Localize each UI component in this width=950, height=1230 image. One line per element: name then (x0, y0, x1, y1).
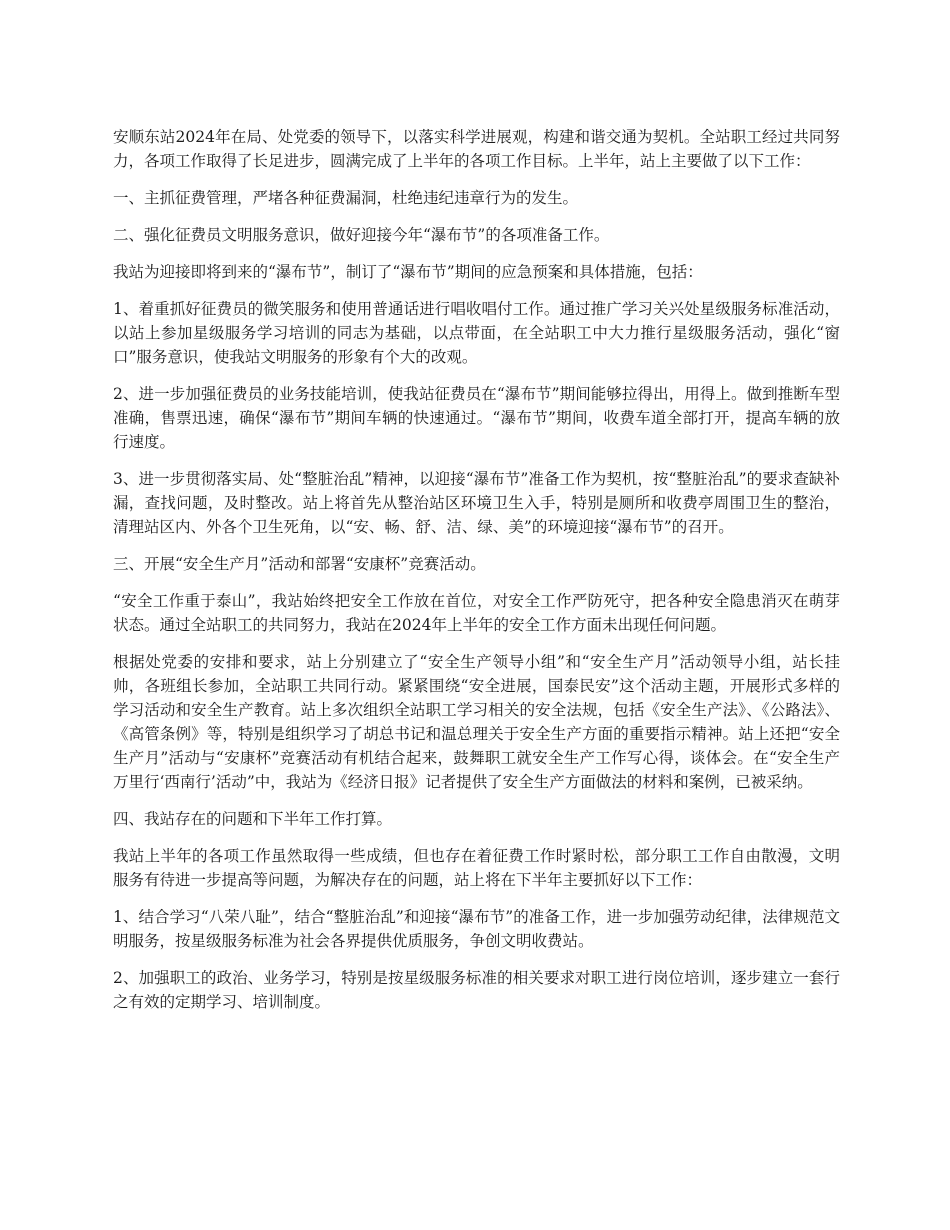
paragraph-intro: 安顺东站2024年在局、处党委的领导下，以落实科学进展观，构建和谐交通为契机。全站职工经过共同努力，各项工作取得了长足进步，圆满完成了上半年的各项工作目标。上半年，站上主要做了以下工作： (113, 128, 840, 170)
paragraph-safety-priority: “安全工作重于泰山”，我站始终把安全工作放在首位，对安全工作严防死守，把各种安全隐患消灭在萌芽状态。通过全站职工的共同努力，我站在2024年上半年的安全工作方面未出现任何问题。 (113, 592, 840, 634)
heading-section-1: 一、主抓征费管理，严堵各种征费漏洞，杜绝违纪违章行为的发生。 (113, 189, 579, 207)
heading-section-3: 三、开展“安全生产月”活动和部署“安康杯”竞赛活动。 (113, 555, 486, 573)
paragraph-problems: 我站上半年的各项工作虽然取得一些成绩，但也存在着征费工作时紧时松，部分职工工作自由散漫，文明服务有待进一步提高等问题，为解决存在的问题，站上将在下半年主要抓好以下工作： (113, 847, 840, 889)
document-page (113, 125, 840, 1027)
heading-section-2: 二、强化征费员文明服务意识，做好迎接今年“瀑布节”的各项准备工作。 (113, 226, 610, 244)
heading-section-4: 四、我站存在的问题和下半年工作打算。 (113, 810, 393, 828)
paragraph-festival-plan: 我站为迎接即将到来的“瀑布节”，制订了“瀑布节”期间的应急预案和具体措施，包括： (113, 263, 703, 281)
paragraph-safety-activities: 根据处党委的安排和要求，站上分别建立了“安全生产领导小组”和“安全生产月”活动领导小组，站长挂帅，各班组长参加，全站职工共同行动。紧紧围绕“安全进展，国泰民安”这个活动主题，开展形式多样的学习活动和安全生产教育。站上多次组织全站职工学习相关的安全法规，包括《安全生产法》、《公路法》、《高管条例》等，特别是组织学习了胡总书记和温总理关于安全生产方面的重要指示精神。站上还把“安全生产月”活动与“安康杯”竞赛活动有机结合起来，鼓舞职工就安全生产工作写心得，谈体会。在“安全生产万里行‘西南行’活动”中，我站为《经济日报》记者提供了安全生产方面做法的材料和案例，已被采纳。 (113, 653, 840, 791)
list-item-skills-training: 2、进一步加强征费员的业务技能培训，使我站征费员在“瀑布节”期间能够拉得出，用得上。做到推断车型准确，售票迅速，确保“瀑布节”期间车辆的快速通过。“瀑布节”期间，收费车道全部打开，提高车辆的放行速度。 (113, 385, 840, 451)
list-item-study-training: 2、加强职工的政治、业务学习，特别是按星级服务标准的相关要求对职工进行岗位培训，逐步建立一套行之有效的定期学习、培训制度。 (113, 969, 840, 1011)
list-item-discipline: 1、结合学习“八荣八耻”，结合“整脏治乱”和迎接“瀑布节”的准备工作，进一步加强劳动纪律，法律规范文明服务，按星级服务标准为社会各界提供优质服务，争创文明收费站。 (113, 908, 840, 950)
list-item-environment-cleanup: 3、进一步贯彻落实局、处“整脏治乱”精神，以迎接“瀑布节”准备工作为契机，按“整脏治乱”的要求查缺补漏，查找问题，及时整改。站上将首先从整治站区环境卫生入手，特别是厕所和收费亭周围卫生的整治，清理站区内、外各个卫生死角，以“安、畅、舒、洁、绿、美”的环境迎接“瀑布节”的召开。 (113, 470, 840, 536)
list-item-smile-service: 1、着重抓好征费员的微笑服务和使用普通话进行唱收唱付工作。通过推广学习关兴处星级服务标准活动，以站上参加星级服务学习培训的同志为基础，以点带面，在全站职工中大力推行星级服务活动，强化“窗口”服务意识，使我站文明服务的形象有个大的改观。 (113, 300, 840, 366)
